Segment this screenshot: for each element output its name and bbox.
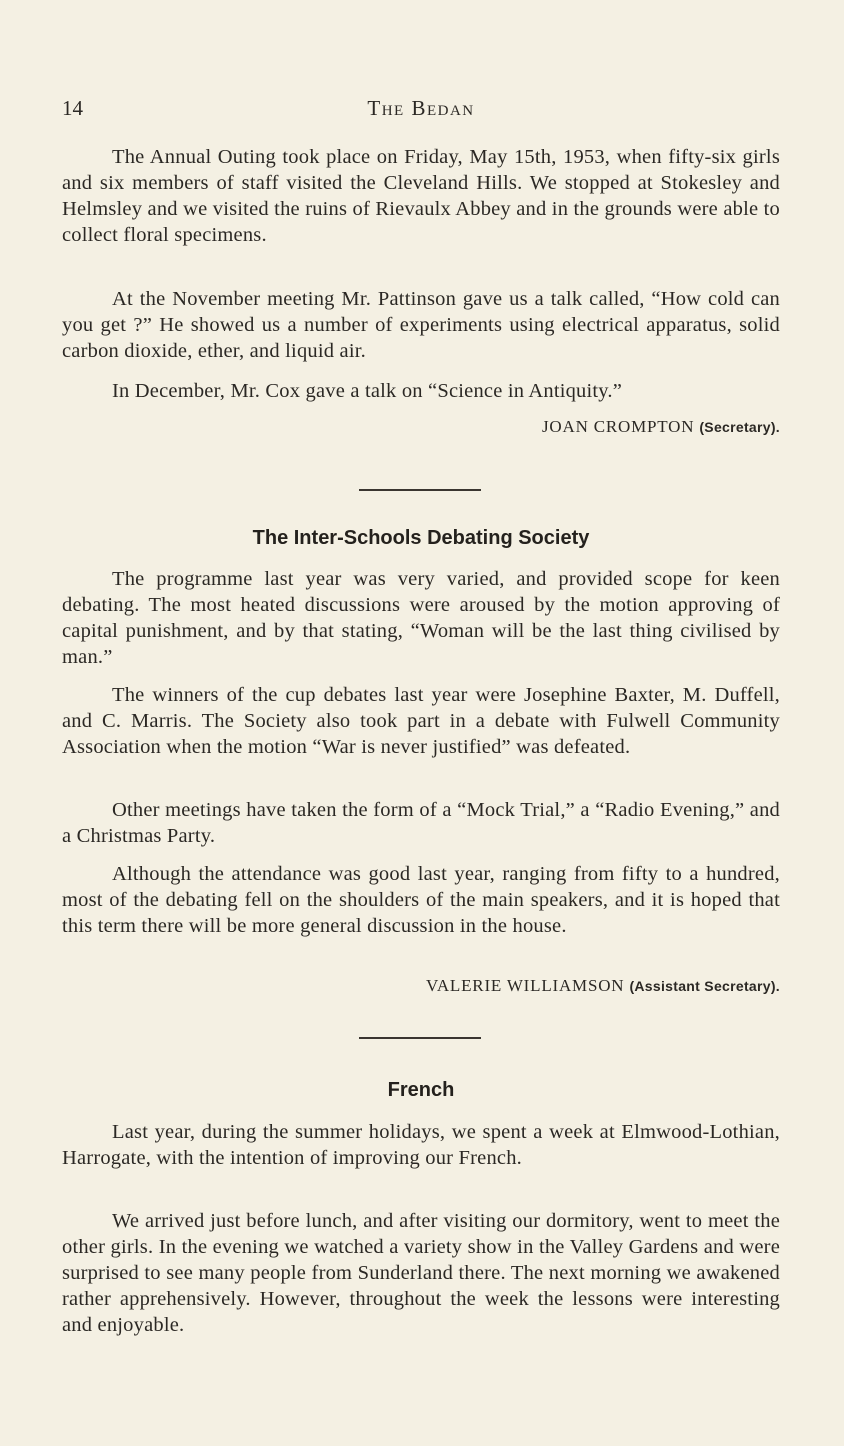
paragraph: The Annual Outing took place on Friday, May 15th, 1953, when fifty-six girls and six members of staff visited the Cleveland Hills. We stopped at Stokesley and Helmsley and we visited the ruins of Rievaulx Abbey and in the grounds were able to collect floral specimens.: [62, 146, 780, 246]
signature-role: (Assistant Secretary).: [629, 978, 780, 994]
section-divider: [359, 1037, 481, 1039]
section-divider: [359, 489, 481, 491]
section-heading-debating: The Inter-Schools Debating Society: [252, 527, 590, 549]
paragraph: Other meetings have taken the form of a “Mock Trial,” a “Radio Evening,” and a Christmas Party.: [62, 799, 780, 847]
paragraph: The programme last year was very varied, and provided scope for keen debating. The most heated discussions were aroused by the motion approving of capital punishment, and by that stating, “Woman will be the last thing civilised by man.”: [62, 568, 780, 668]
page-header: [62, 96, 780, 126]
french-paragraph-1: [62, 1119, 780, 1171]
french-paragraph-2: [62, 1208, 780, 1338]
document-page: [62, 0, 780, 1446]
paragraph: At the November meeting Mr. Pattinson gave us a talk called, “How cold can you get ?” He showed us a number of experiments using electrical apparatus, solid carbon dioxide, ether, and liquid air.: [62, 288, 780, 362]
paragraph: We arrived just before lunch, and after visiting our dormitory, went to meet the other girls. In the evening we watched a variety show in the Valley Gardens and were surprised to see many people from Sunderland there. The next morning we awakened rather apprehensively. However, throughout the week the lessons were interesting and enjoyable.: [62, 1210, 780, 1336]
paragraph: Although the attendance was good last year, ranging from fifty to a hundred, most of the debating fell on the shoulders of the main speakers, and it is hoped that this term there will be more general discussion in the house.: [62, 863, 780, 937]
science-society-section-3: [62, 378, 780, 404]
running-title: The Bedan: [367, 96, 475, 120]
page-number: 14: [62, 96, 83, 120]
debating-paragraph-1: [62, 566, 780, 670]
signature: [62, 976, 780, 996]
debating-paragraph-2: [62, 682, 780, 760]
science-society-section-2: [62, 286, 780, 364]
paragraph: In December, Mr. Cox gave a talk on “Science in Antiquity.”: [112, 380, 623, 402]
signature-name: JOAN CROMPTON: [542, 417, 695, 436]
paragraph: The winners of the cup debates last year were Josephine Baxter, M. Duffell, and C. Marris. The Society also took part in a debate with Fulwell Community Association when the motion “War is never justified” was defeated.: [62, 684, 780, 758]
signature-role: (Secretary).: [699, 419, 780, 435]
debating-paragraph-4: [62, 861, 780, 939]
signature-name: VALERIE WILLIAMSON: [425, 976, 625, 995]
paragraph: Last year, during the summer holidays, we spent a week at Elmwood-Lothian, Harrogate, with the intention of improving our French.: [62, 1121, 780, 1169]
debating-paragraph-3: [62, 797, 780, 849]
signature: [62, 417, 780, 437]
section-heading-french: French: [387, 1079, 455, 1101]
science-society-section: [62, 144, 780, 248]
